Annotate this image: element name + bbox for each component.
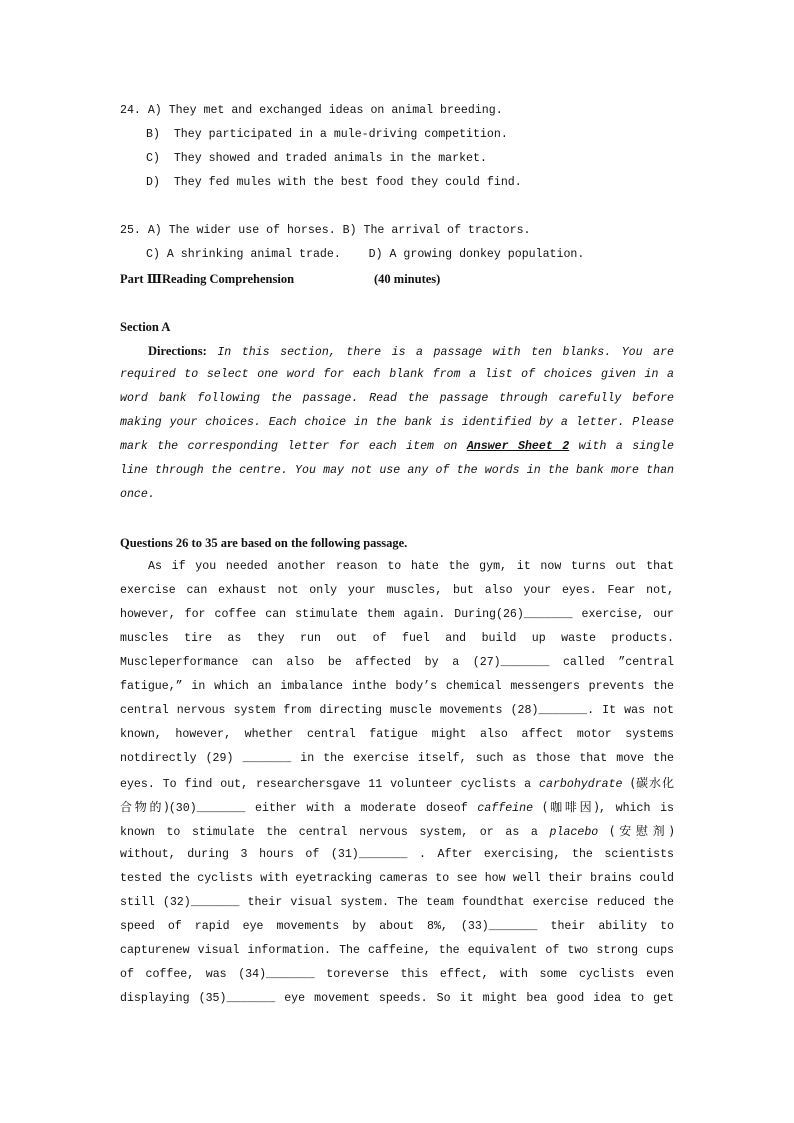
passage-line-8: known, however, whether central fatigue might also affect motor systems bbox=[120, 728, 674, 741]
section-a-title: Section A bbox=[120, 320, 171, 334]
passage-line-9: notdirectly (29) _______ in the exercise itself, such as those that move the bbox=[120, 752, 674, 765]
gloss-caffeine: (咖啡因) bbox=[542, 800, 599, 814]
directions-line-3: word bank following the passage. Read the passage through carefully before bbox=[120, 392, 674, 405]
passage-line-7: central nervous system from directing muscle movements (28)_______. It was not bbox=[120, 704, 674, 717]
q25-line1: 25. A) The wider use of horses. B) The arrival of tractors. bbox=[120, 224, 531, 237]
directions-line-7: once. bbox=[120, 488, 155, 501]
directions-label: Directions: bbox=[148, 344, 207, 358]
passage-line-17: capturenew visual information. The caffeine, the equivalent of two strong cups bbox=[120, 944, 674, 957]
q24-option-c: C) They showed and traded animals in the market. bbox=[146, 152, 487, 165]
questions-heading: Questions 26 to 35 are based on the following passage. bbox=[120, 536, 408, 550]
directions-line-6: line through the centre. You may not use any of the words in the bank more than bbox=[120, 464, 674, 477]
passage-text-11e: , which is bbox=[598, 802, 674, 815]
term-placebo: placebo bbox=[549, 826, 599, 839]
directions-text-5: mark the corresponding letter for each item on bbox=[120, 440, 458, 453]
answer-sheet-ref: Answer Sheet 2 bbox=[466, 440, 570, 453]
gloss-carbohydrate-end: 合物的) bbox=[120, 800, 169, 814]
q25-line2: C) A shrinking animal trade. D) A growing donkey population. bbox=[146, 248, 585, 261]
part3-time: (40 minutes) bbox=[374, 272, 441, 286]
directions-line-1 bbox=[148, 343, 674, 361]
directions-line-2: required to select one word for each blank from a list of choices given in a bbox=[120, 368, 674, 381]
q24-option-d: D) They fed mules with the best food they could find. bbox=[146, 176, 522, 189]
passage-line-3: however, for coffee can stimulate them again. During(26)_______ exercise, our bbox=[120, 608, 674, 621]
q24-stem: 24. A) They met and exchanged ideas on animal breeding. bbox=[120, 104, 503, 117]
directions-line-4: making your choices. Each choice in the bank is identified by a letter. Please bbox=[120, 416, 674, 429]
passage-line-18: of coffee, was (34)_______ toreverse this effect, with some cyclists even bbox=[120, 968, 674, 981]
passage-line-11 bbox=[120, 799, 674, 817]
gloss-carbohydrate: (碳水化 bbox=[630, 776, 674, 790]
passage-line-13: without, during 3 hours of (31)_______ . After exercising, the scientists bbox=[120, 848, 674, 861]
directions-text-5b: with a single bbox=[569, 440, 674, 453]
passage-text-12a: known to stimulate the central nervous system, or as a bbox=[120, 826, 550, 839]
passage-line-1: As if you needed another reason to hate the gym, it now turns out that bbox=[148, 560, 674, 573]
q24-option-b: B) They participated in a mule-driving competition. bbox=[146, 128, 508, 141]
passage-line-4: muscles tire as they run out of fuel and build up waste products. bbox=[120, 632, 674, 645]
term-caffeine: caffeine bbox=[477, 802, 534, 815]
passage-line-14: tested the cyclists with eyetracking cameras to see how well their brains could bbox=[120, 872, 674, 885]
directions-line-5 bbox=[120, 439, 674, 455]
gloss-placebo: (安慰剂) bbox=[609, 824, 675, 838]
passage-line-6: fatigue,” in which an imbalance inthe body’s chemical messengers prevents the bbox=[120, 680, 674, 693]
passage-text-10a: eyes. To find out, researchersgave 11 volunteer cyclists a bbox=[120, 778, 540, 791]
passage-line-2: exercise can exhaust not only your muscles, but also your eyes. Fear not, bbox=[120, 584, 674, 597]
passage-text-11b: (30)_______ either with a moderate doseof bbox=[168, 802, 478, 815]
passage-line-10 bbox=[120, 775, 674, 793]
passage-line-5: Muscleperformance can also be affected by a (27)_______ called ”central bbox=[120, 656, 674, 669]
directions-text-1: In this section, there is a passage with ten blanks. You are bbox=[206, 346, 674, 359]
term-carbohydrate: carbohydrate bbox=[539, 778, 623, 791]
passage-line-19: displaying (35)_______ eye movement speeds. So it might bea good idea to get bbox=[120, 992, 674, 1005]
passage-line-12 bbox=[120, 823, 674, 841]
passage-line-16: speed of rapid eye movements by about 8%, (33)_______ their ability to bbox=[120, 920, 674, 933]
passage-line-15: still (32)_______ their visual system. The team foundthat exercise reduced the bbox=[120, 896, 674, 909]
part3-title: Part ⅢReading Comprehension bbox=[120, 272, 295, 286]
